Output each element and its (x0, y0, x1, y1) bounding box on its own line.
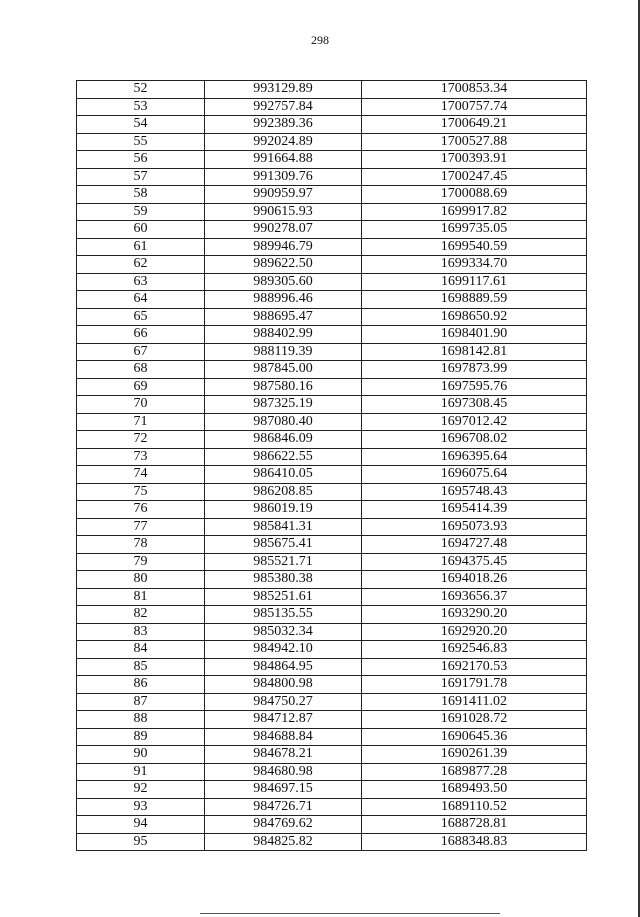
point-number-cell: 57 (77, 168, 205, 186)
y-coordinate-cell: 1699917.82 (362, 203, 587, 221)
y-coordinate-cell: 1697308.45 (362, 396, 587, 414)
y-coordinate-cell: 1700393.91 (362, 151, 587, 169)
y-coordinate-cell: 1689877.28 (362, 763, 587, 781)
table-body (77, 81, 587, 851)
table-row (77, 378, 587, 396)
x-coordinate-cell: 984942.10 (205, 641, 362, 659)
point-number-cell: 90 (77, 746, 205, 764)
point-number-cell: 76 (77, 501, 205, 519)
point-number-cell: 54 (77, 116, 205, 134)
y-coordinate-cell: 1696075.64 (362, 466, 587, 484)
table-row (77, 203, 587, 221)
table-row (77, 816, 587, 834)
y-coordinate-cell: 1698650.92 (362, 308, 587, 326)
table-row (77, 81, 587, 99)
y-coordinate-cell: 1700088.69 (362, 186, 587, 204)
point-number-cell: 75 (77, 483, 205, 501)
y-coordinate-cell: 1697873.99 (362, 361, 587, 379)
point-number-cell: 56 (77, 151, 205, 169)
x-coordinate-cell: 986410.05 (205, 466, 362, 484)
y-coordinate-cell: 1698142.81 (362, 343, 587, 361)
y-coordinate-cell: 1700247.45 (362, 168, 587, 186)
point-number-cell: 72 (77, 431, 205, 449)
table-row (77, 606, 587, 624)
table-row (77, 343, 587, 361)
point-number-cell: 88 (77, 711, 205, 729)
x-coordinate-cell: 989305.60 (205, 273, 362, 291)
point-number-cell: 89 (77, 728, 205, 746)
point-number-cell: 83 (77, 623, 205, 641)
y-coordinate-cell: 1698401.90 (362, 326, 587, 344)
coordinates-table (76, 80, 587, 851)
y-coordinate-cell: 1691791.78 (362, 676, 587, 694)
x-coordinate-cell: 988996.46 (205, 291, 362, 309)
x-coordinate-cell: 993129.89 (205, 81, 362, 99)
table-row (77, 431, 587, 449)
x-coordinate-cell: 985675.41 (205, 536, 362, 554)
x-coordinate-cell: 986846.09 (205, 431, 362, 449)
table-row (77, 221, 587, 239)
x-coordinate-cell: 992757.84 (205, 98, 362, 116)
table-row (77, 326, 587, 344)
y-coordinate-cell: 1689493.50 (362, 781, 587, 799)
table-row (77, 746, 587, 764)
table-row (77, 763, 587, 781)
y-coordinate-cell: 1698889.59 (362, 291, 587, 309)
table-row (77, 553, 587, 571)
x-coordinate-cell: 984697.15 (205, 781, 362, 799)
table-row (77, 536, 587, 554)
x-coordinate-cell: 992024.89 (205, 133, 362, 151)
table-row (77, 676, 587, 694)
table-row (77, 168, 587, 186)
x-coordinate-cell: 984769.62 (205, 816, 362, 834)
point-number-cell: 53 (77, 98, 205, 116)
point-number-cell: 74 (77, 466, 205, 484)
point-number-cell: 52 (77, 81, 205, 99)
y-coordinate-cell: 1695748.43 (362, 483, 587, 501)
point-number-cell: 79 (77, 553, 205, 571)
y-coordinate-cell: 1699117.61 (362, 273, 587, 291)
point-number-cell: 64 (77, 291, 205, 309)
x-coordinate-cell: 989946.79 (205, 238, 362, 256)
table-row (77, 133, 587, 151)
point-number-cell: 85 (77, 658, 205, 676)
point-number-cell: 69 (77, 378, 205, 396)
y-coordinate-cell: 1699540.59 (362, 238, 587, 256)
x-coordinate-cell: 990278.07 (205, 221, 362, 239)
y-coordinate-cell: 1693290.20 (362, 606, 587, 624)
x-coordinate-cell: 985251.61 (205, 588, 362, 606)
y-coordinate-cell: 1699735.05 (362, 221, 587, 239)
point-number-cell: 59 (77, 203, 205, 221)
point-number-cell: 95 (77, 833, 205, 851)
table-row (77, 238, 587, 256)
x-coordinate-cell: 984678.21 (205, 746, 362, 764)
y-coordinate-cell: 1700649.21 (362, 116, 587, 134)
point-number-cell: 87 (77, 693, 205, 711)
y-coordinate-cell: 1697012.42 (362, 413, 587, 431)
table-row (77, 413, 587, 431)
x-coordinate-cell: 984800.98 (205, 676, 362, 694)
x-coordinate-cell: 986019.19 (205, 501, 362, 519)
point-number-cell: 84 (77, 641, 205, 659)
table-row (77, 448, 587, 466)
bottom-rule (200, 913, 500, 914)
y-coordinate-cell: 1691028.72 (362, 711, 587, 729)
table-row (77, 728, 587, 746)
table-row (77, 623, 587, 641)
point-number-cell: 80 (77, 571, 205, 589)
table-row (77, 396, 587, 414)
x-coordinate-cell: 987325.19 (205, 396, 362, 414)
table-row (77, 711, 587, 729)
point-number-cell: 62 (77, 256, 205, 274)
table-row (77, 256, 587, 274)
y-coordinate-cell: 1693656.37 (362, 588, 587, 606)
table-row (77, 483, 587, 501)
point-number-cell: 77 (77, 518, 205, 536)
y-coordinate-cell: 1688728.81 (362, 816, 587, 834)
point-number-cell: 63 (77, 273, 205, 291)
x-coordinate-cell: 986622.55 (205, 448, 362, 466)
x-coordinate-cell: 985135.55 (205, 606, 362, 624)
x-coordinate-cell: 984726.71 (205, 798, 362, 816)
table-row (77, 273, 587, 291)
table-row (77, 361, 587, 379)
x-coordinate-cell: 985521.71 (205, 553, 362, 571)
x-coordinate-cell: 992389.36 (205, 116, 362, 134)
x-coordinate-cell: 984750.27 (205, 693, 362, 711)
page-number: 298 (311, 33, 329, 47)
x-coordinate-cell: 987845.00 (205, 361, 362, 379)
y-coordinate-cell: 1694727.48 (362, 536, 587, 554)
x-coordinate-cell: 990959.97 (205, 186, 362, 204)
x-coordinate-cell: 984712.87 (205, 711, 362, 729)
table-row (77, 116, 587, 134)
x-coordinate-cell: 984825.82 (205, 833, 362, 851)
y-coordinate-cell: 1700527.88 (362, 133, 587, 151)
x-coordinate-cell: 985032.34 (205, 623, 362, 641)
y-coordinate-cell: 1695073.93 (362, 518, 587, 536)
point-number-cell: 55 (77, 133, 205, 151)
x-coordinate-cell: 988695.47 (205, 308, 362, 326)
table-row (77, 186, 587, 204)
point-number-cell: 67 (77, 343, 205, 361)
y-coordinate-cell: 1694375.45 (362, 553, 587, 571)
y-coordinate-cell: 1692170.53 (362, 658, 587, 676)
table-row (77, 781, 587, 799)
point-number-cell: 71 (77, 413, 205, 431)
y-coordinate-cell: 1696395.64 (362, 448, 587, 466)
point-number-cell: 58 (77, 186, 205, 204)
point-number-cell: 94 (77, 816, 205, 834)
point-number-cell: 60 (77, 221, 205, 239)
x-coordinate-cell: 991309.76 (205, 168, 362, 186)
point-number-cell: 92 (77, 781, 205, 799)
point-number-cell: 61 (77, 238, 205, 256)
point-number-cell: 70 (77, 396, 205, 414)
point-number-cell: 66 (77, 326, 205, 344)
y-coordinate-cell: 1697595.76 (362, 378, 587, 396)
table-row (77, 518, 587, 536)
point-number-cell: 65 (77, 308, 205, 326)
point-number-cell: 86 (77, 676, 205, 694)
point-number-cell: 93 (77, 798, 205, 816)
x-coordinate-cell: 984680.98 (205, 763, 362, 781)
x-coordinate-cell: 987080.40 (205, 413, 362, 431)
point-number-cell: 78 (77, 536, 205, 554)
x-coordinate-cell: 987580.16 (205, 378, 362, 396)
point-number-cell: 81 (77, 588, 205, 606)
x-coordinate-cell: 990615.93 (205, 203, 362, 221)
y-coordinate-cell: 1694018.26 (362, 571, 587, 589)
point-number-cell: 82 (77, 606, 205, 624)
y-coordinate-cell: 1696708.02 (362, 431, 587, 449)
table-row (77, 151, 587, 169)
y-coordinate-cell: 1690645.36 (362, 728, 587, 746)
x-coordinate-cell: 985841.31 (205, 518, 362, 536)
table-row (77, 833, 587, 851)
y-coordinate-cell: 1688348.83 (362, 833, 587, 851)
table-row (77, 291, 587, 309)
x-coordinate-cell: 986208.85 (205, 483, 362, 501)
table-row (77, 571, 587, 589)
table-row (77, 588, 587, 606)
y-coordinate-cell: 1700853.34 (362, 81, 587, 99)
point-number-cell: 73 (77, 448, 205, 466)
x-coordinate-cell: 988119.39 (205, 343, 362, 361)
y-coordinate-cell: 1690261.39 (362, 746, 587, 764)
y-coordinate-cell: 1695414.39 (362, 501, 587, 519)
y-coordinate-cell: 1692920.20 (362, 623, 587, 641)
x-coordinate-cell: 984864.95 (205, 658, 362, 676)
table-row (77, 798, 587, 816)
point-number-cell: 68 (77, 361, 205, 379)
table-row (77, 308, 587, 326)
y-coordinate-cell: 1699334.70 (362, 256, 587, 274)
x-coordinate-cell: 985380.38 (205, 571, 362, 589)
table-row (77, 658, 587, 676)
table-row (77, 641, 587, 659)
table-row (77, 98, 587, 116)
x-coordinate-cell: 991664.88 (205, 151, 362, 169)
x-coordinate-cell: 984688.84 (205, 728, 362, 746)
table-row (77, 693, 587, 711)
y-coordinate-cell: 1691411.02 (362, 693, 587, 711)
y-coordinate-cell: 1700757.74 (362, 98, 587, 116)
y-coordinate-cell: 1692546.83 (362, 641, 587, 659)
y-coordinate-cell: 1689110.52 (362, 798, 587, 816)
point-number-cell: 91 (77, 763, 205, 781)
x-coordinate-cell: 988402.99 (205, 326, 362, 344)
table-row (77, 466, 587, 484)
x-coordinate-cell: 989622.50 (205, 256, 362, 274)
table-row (77, 501, 587, 519)
